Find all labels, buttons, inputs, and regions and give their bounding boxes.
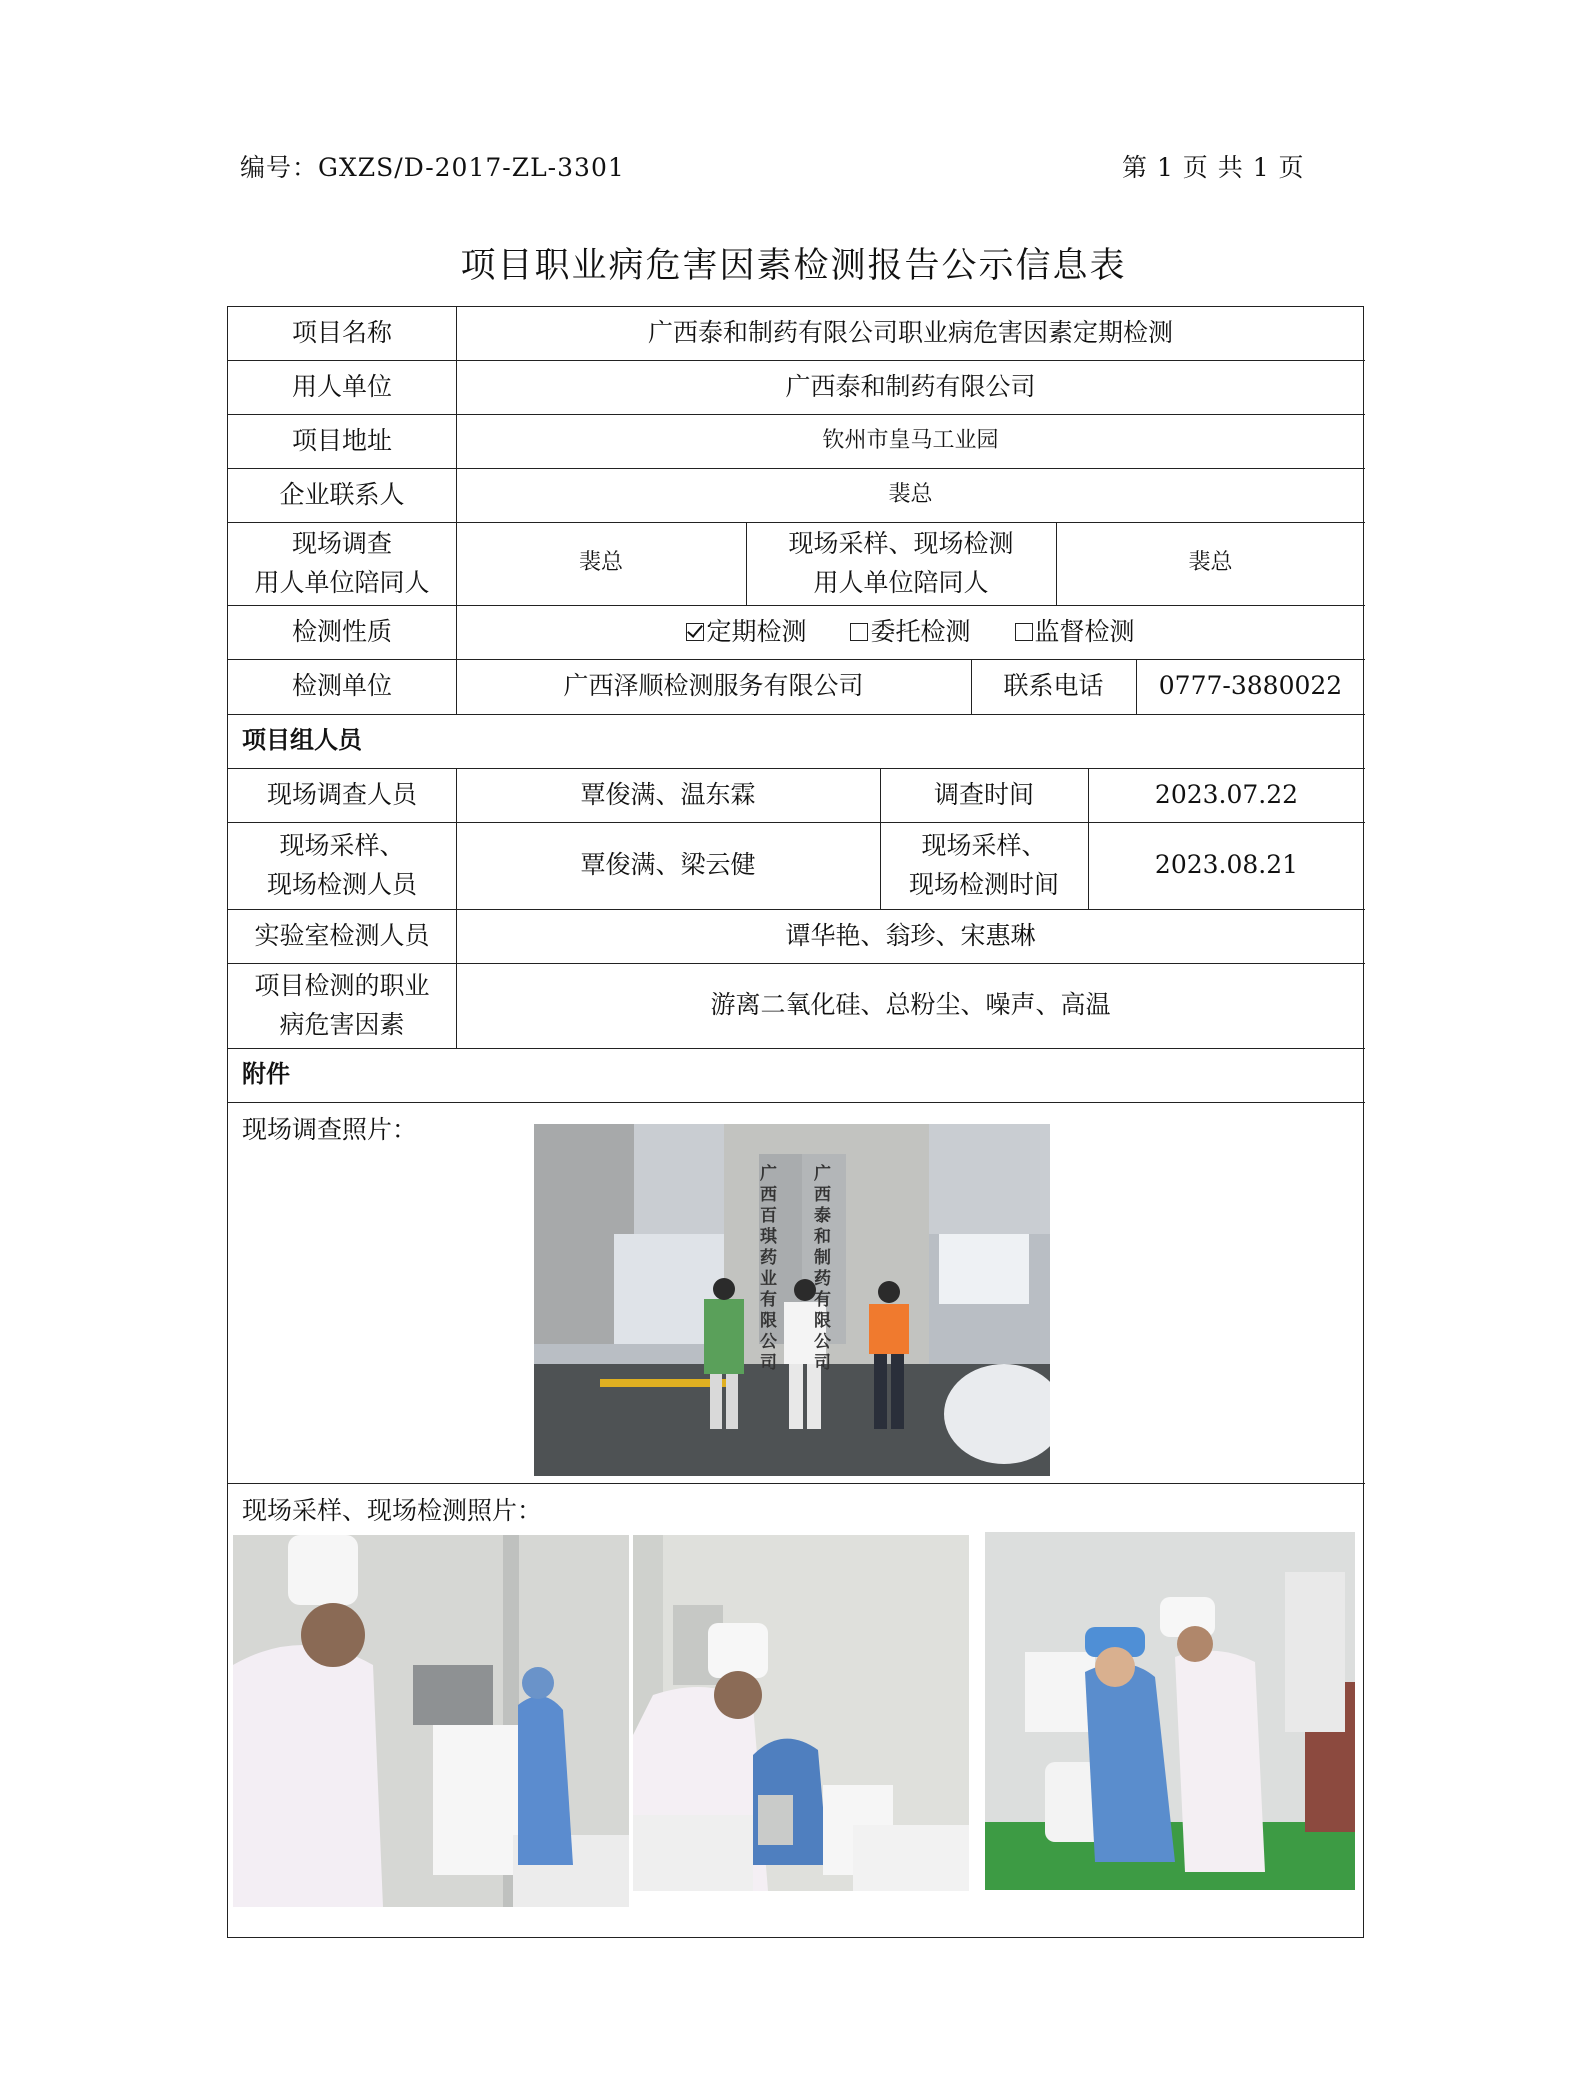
- survey-time-label: 调查时间: [933, 779, 1034, 809]
- checked-box-icon: [686, 623, 704, 641]
- survey-photo-image: [534, 1124, 1050, 1476]
- sampling-escort: 裴总: [1188, 550, 1233, 576]
- hazards-label: [228, 963, 456, 1048]
- nature-options: [456, 605, 1365, 659]
- survey-escort: 裴总: [578, 550, 623, 576]
- page-title: 项目职业病危害因素检测报告公示信息表: [460, 246, 1127, 286]
- phone-label: 联系电话: [1003, 671, 1104, 701]
- sampling-staff-label-line2: 现场检测人员: [266, 869, 417, 899]
- survey-escort-label: [228, 522, 456, 605]
- lab-staff: 谭华艳、翁珍、宋惠琳: [785, 920, 1036, 950]
- survey-escort-label-line2: 用人单位陪同人: [254, 567, 430, 597]
- survey-staff-label: 现场调查人员: [266, 779, 417, 809]
- contact-label: 企业联系人: [279, 479, 405, 509]
- phone: 0777-3880022: [1158, 671, 1343, 701]
- survey-staff: 覃俊满、温东霖: [580, 779, 756, 809]
- nature-option-supervisory[interactable]: [1015, 613, 1135, 652]
- sampling-staff: 覃俊满、梁云健: [580, 850, 756, 880]
- sampling-escort-label-line2: 用人单位陪同人: [813, 567, 989, 597]
- agency: 广西泽顺检测服务有限公司: [563, 671, 864, 701]
- agency-label: 检测单位: [291, 671, 392, 701]
- lab-staff-label: 实验室检测人员: [254, 920, 430, 950]
- nature-option-entrusted[interactable]: [850, 613, 970, 652]
- team-section-heading: 项目组人员: [242, 726, 362, 755]
- survey-time: 2023.07.22: [1154, 779, 1299, 809]
- sampling-staff-label-line1: 现场采样、: [279, 830, 405, 860]
- unchecked-box-icon: [1015, 623, 1033, 641]
- project-name: 广西泰和制药有限公司职业病危害因素定期检测: [647, 318, 1173, 348]
- nature-label: 检测性质: [291, 616, 392, 646]
- sampling-photo-1-image: [233, 1535, 629, 1907]
- nature-option-label: 定期检测: [706, 616, 807, 646]
- sampling-time-label-line1: 现场采样、: [921, 830, 1047, 860]
- hazards-label-line1: 项目检测的职业: [254, 970, 430, 1000]
- sampling-photo-1: [233, 1535, 629, 1907]
- document-number: 编号：GXZS/D-2017-ZL-3301: [240, 153, 625, 182]
- sampling-time: 2023.08.21: [1154, 850, 1299, 880]
- sampling-time-label-line2: 现场检测时间: [908, 869, 1059, 899]
- sampling-staff-label: [228, 822, 456, 909]
- sampling-photo-2: [633, 1535, 969, 1891]
- contact: 裴总: [888, 481, 933, 507]
- sampling-photo-2-image: [633, 1535, 969, 1891]
- survey-escort-label-line1: 现场调查: [291, 528, 392, 558]
- address: 钦州市皇马工业园: [822, 427, 999, 453]
- project-name-label: 项目名称: [291, 318, 392, 348]
- info-table: [227, 306, 1364, 1938]
- nature-option-label: 监督检测: [1034, 616, 1135, 646]
- unchecked-box-icon: [850, 623, 868, 641]
- hazards-label-line2: 病危害因素: [279, 1009, 405, 1039]
- page-info: 第 1 页 共 1 页: [1122, 153, 1305, 182]
- sampling-photo-3-image: [985, 1532, 1355, 1890]
- gate-sign-right: 广西泰和制药有限公司: [814, 1164, 831, 1373]
- sampling-photo-caption: 现场采样、现场检测照片：: [242, 1496, 543, 1525]
- sampling-photo-3: [985, 1532, 1355, 1890]
- nature-option-periodic[interactable]: [686, 613, 806, 652]
- sampling-escort-label: [746, 522, 1056, 605]
- nature-option-label: 委托检测: [870, 616, 971, 646]
- address-label: 项目地址: [291, 425, 392, 455]
- sampling-time-label: [880, 822, 1088, 909]
- survey-photo: [534, 1124, 1050, 1476]
- employer: 广西泰和制药有限公司: [785, 371, 1036, 401]
- sampling-escort-label-line1: 现场采样、现场检测: [788, 528, 1014, 558]
- employer-label: 用人单位: [291, 371, 392, 401]
- survey-photo-caption: 现场调查照片：: [242, 1115, 418, 1144]
- attachment-section-heading: 附件: [242, 1060, 290, 1089]
- gate-sign-left: 广西百琪药业有限公司: [760, 1164, 777, 1373]
- hazards: 游离二氧化硅、总粉尘、噪声、高温: [710, 990, 1111, 1020]
